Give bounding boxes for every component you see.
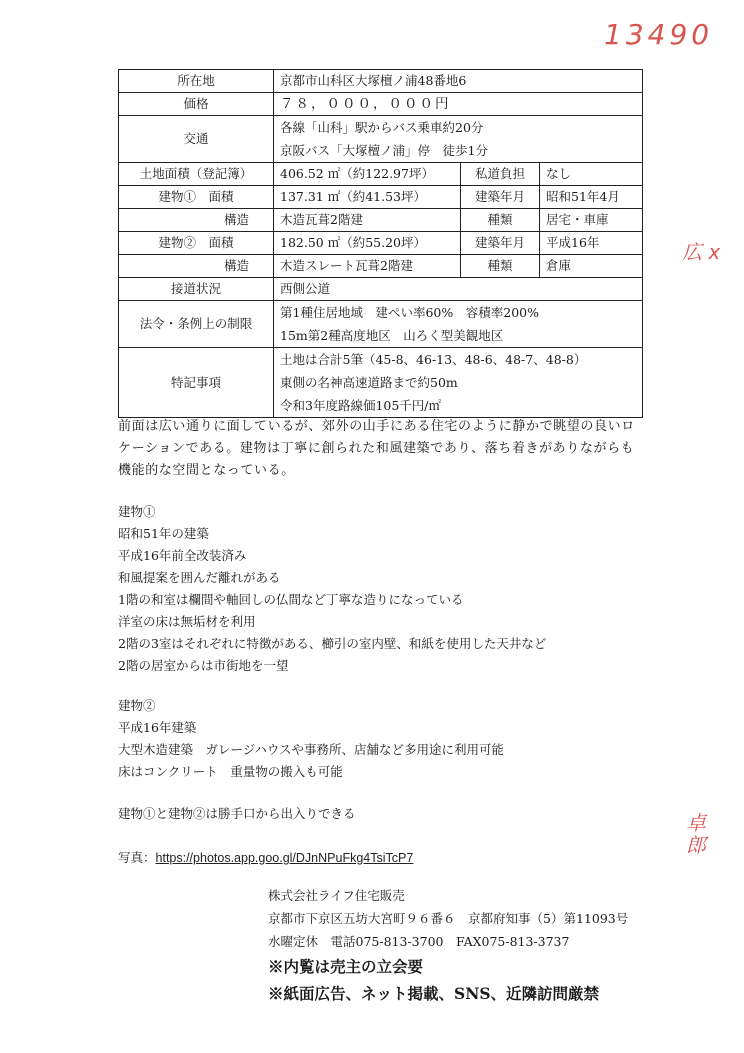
table-row [119, 348, 643, 418]
table-row [119, 116, 643, 163]
table-row [119, 186, 643, 209]
list-item: 洋室の床は無垢材を利用 [118, 614, 256, 629]
photo-line [118, 847, 413, 869]
land-value: 406.52 ㎡（約122.97坪） [274, 163, 461, 186]
private-road-value: なし [540, 163, 643, 186]
b1-type-label: 種類 [461, 209, 540, 232]
b2-area-value: 182.50 ㎡（約55.20坪） [274, 232, 461, 255]
b2-struct-label: 構造 [119, 255, 274, 278]
intro-paragraph: 前面は広い通りに面しているが、郊外の山手にある住宅のように静かで眺望の良いロケーションである。建物は丁寧に創られた和風建築であり、落ち着きがありながらも機能的な空間となっている。 [118, 419, 635, 478]
list-item: 大型木造建築 ガレージハウスや事務所、店舗など多用途に利用可能 [118, 742, 505, 757]
table-row [119, 301, 643, 348]
location-value: 京都市山科区大塚檀ノ浦48番地6 [274, 70, 643, 93]
notes-line: 東側の名神高速道路まで約50m [280, 375, 458, 390]
list-item: 和風提案を囲んだ離れがある [118, 570, 281, 585]
notes-value [274, 348, 643, 418]
b2-struct-value: 木造スレート瓦葺2階建 [274, 255, 461, 278]
law-value [274, 301, 643, 348]
table-row [119, 163, 643, 186]
list-item: 平成16年建築 [118, 720, 197, 735]
b1-area-value: 137.31 ㎡（約41.53坪） [274, 186, 461, 209]
price-label: 価格 [119, 93, 274, 116]
list-item: 床はコンクリート 重量物の搬入も可能 [118, 764, 343, 779]
section-heading: 建物② [118, 698, 156, 713]
table-row [119, 278, 643, 301]
company-info [268, 884, 628, 1007]
company-name: 株式会社ライフ住宅販売 [268, 888, 405, 903]
list-item: 平成16年前全改装済み [118, 548, 247, 563]
building2-section [118, 695, 504, 783]
list-item: 昭和51年の建築 [118, 526, 209, 541]
law-label: 法令・条例上の制限 [119, 301, 274, 348]
handwritten-number: 13490 [604, 18, 714, 51]
table-row [119, 209, 643, 232]
b2-area-label: 建物② 面積 [119, 232, 274, 255]
handwritten-margin-mark: 広 x [682, 240, 721, 264]
notes-line: 令和3年度路線価105千円/㎡ [280, 398, 442, 413]
location-label: 所在地 [119, 70, 274, 93]
b2-built-value: 平成16年 [540, 232, 643, 255]
notes-label: 特記事項 [119, 348, 274, 418]
access-line: 各線「山科」駅からバス乗車約20分 [280, 120, 484, 135]
section-heading: 建物① [118, 504, 156, 519]
notes-line: 土地は合計5筆（45-8、46-13、48-6、48-7、48-8） [280, 352, 587, 367]
list-item: 2階の居室からは市街地を一望 [118, 658, 289, 673]
b1-struct-label: 構造 [119, 209, 274, 232]
photo-label: 写真： [118, 850, 156, 865]
price-value: ７８，０００，０００円 [274, 93, 643, 116]
b1-built-label: 建築年月 [461, 186, 540, 209]
access-line: 京阪バス「大塚檀ノ浦」停 徒歩1分 [280, 143, 488, 158]
private-road-label: 私道負担 [461, 163, 540, 186]
land-label: 土地面積（登記簿） [119, 163, 274, 186]
b1-area-label: 建物① 面積 [119, 186, 274, 209]
b1-built-value: 昭和51年4月 [540, 186, 643, 209]
road-label: 接道状況 [119, 278, 274, 301]
property-spec-table [118, 69, 643, 418]
b2-type-value: 倉庫 [540, 255, 643, 278]
table-row [119, 93, 643, 116]
list-item: 1階の和室は欄間や軸回しの仏間など丁寧な造りになっている [118, 592, 464, 607]
access-note [118, 803, 356, 825]
b2-type-label: 種類 [461, 255, 540, 278]
law-line: 15m第2種高度地区 山ろく型美観地区 [280, 328, 504, 343]
handwritten-margin-mark: 卓郎 [686, 811, 706, 857]
photo-link[interactable]: https://photos.app.goo.gl/DJnNPuFkg4TsiTcP7 [155, 851, 414, 865]
notice-prohibited: ※紙面広告、ネット掲載、SNS、近隣訪問厳禁 [268, 984, 600, 1003]
access-value [274, 116, 643, 163]
table-row [119, 255, 643, 278]
b2-built-label: 建築年月 [461, 232, 540, 255]
building1-section [118, 501, 546, 677]
access-label: 交通 [119, 116, 274, 163]
road-value: 西側公道 [274, 278, 643, 301]
company-address: 京都市下京区五坊大宮町９６番６ 京都府知事（5）第11093号 [268, 911, 629, 926]
table-row [119, 70, 643, 93]
law-line: 第1種住居地域 建ぺい率60% 容積率200% [280, 305, 539, 320]
list-item: 2階の3室はそれぞれに特徴がある、櫛引の室内壁、和紙を使用した天井など [118, 636, 547, 651]
notice-viewing: ※内覧は売主の立会要 [268, 957, 424, 976]
table-row [119, 232, 643, 255]
company-contact: 水曜定休 電話075-813-3700 FAX075-813-3737 [268, 934, 570, 949]
b1-struct-value: 木造瓦葺2階建 [274, 209, 461, 232]
access-note-text: 建物①と建物②は勝手口から出入りできる [118, 806, 356, 821]
b1-type-value: 居宅・車庫 [540, 209, 643, 232]
